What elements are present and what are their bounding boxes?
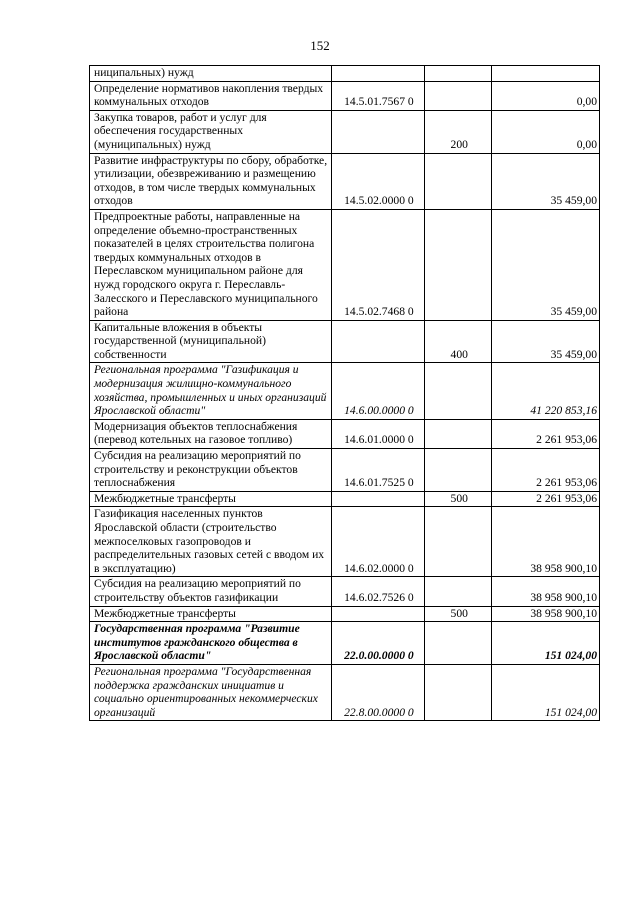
row-code-cell: 14.5.02.0000 0 — [331, 153, 425, 209]
row-code-cell: 14.6.00.0000 0 — [331, 363, 425, 419]
row-name-cell: Газификация населенных пунктов Ярославской области (строительство межпоселковых газопроводов и распределительных газовых сетей с вводом их в эксплуатацию) — [90, 507, 332, 577]
row-expense-type-cell: 500 — [425, 491, 492, 507]
row-code-cell: 22.0.00.0000 0 — [331, 622, 425, 665]
row-expense-type-cell: 200 — [425, 110, 492, 153]
row-amount-cell: 38 958 900,10 — [492, 577, 600, 606]
table-row — [90, 320, 600, 363]
row-amount-cell: 151 024,00 — [492, 622, 600, 665]
row-code-cell: 22.8.00.0000 0 — [331, 664, 425, 720]
row-expense-type-cell — [425, 507, 492, 577]
row-name-cell: Региональная программа "Газификация и модернизация жилищно-коммунального хозяйства, промышленных и иных организаций Ярославской области" — [90, 363, 332, 419]
row-amount-cell: 2 261 953,06 — [492, 491, 600, 507]
row-name-cell: Региональная программа "Государственная поддержка гражданских инициатив и социально ориентированных некоммерческих организаций — [90, 664, 332, 720]
table-row — [90, 66, 600, 82]
row-code-cell: 14.6.02.7526 0 — [331, 577, 425, 606]
row-amount-cell: 38 958 900,10 — [492, 507, 600, 577]
budget-table — [89, 65, 600, 721]
row-name-cell: Определение нормативов накопления твердых коммунальных отходов — [90, 81, 332, 110]
row-name-cell: Субсидия на реализацию мероприятий по строительству и реконструкции объектов теплоснабжения — [90, 449, 332, 492]
table-row — [90, 81, 600, 110]
row-code-cell: 14.5.02.7468 0 — [331, 209, 425, 320]
page-number: 152 — [310, 38, 330, 53]
table-row — [90, 606, 600, 622]
row-name-cell: Закупка товаров, работ и услуг для обеспечения государственных (муниципальных) нужд — [90, 110, 332, 153]
row-expense-type-cell — [425, 449, 492, 492]
row-code-cell — [331, 110, 425, 153]
row-expense-type-cell — [425, 81, 492, 110]
row-amount-cell: 2 261 953,06 — [492, 419, 600, 448]
row-expense-type-cell: 400 — [425, 320, 492, 363]
row-expense-type-cell — [425, 153, 492, 209]
row-amount-cell: 151 024,00 — [492, 664, 600, 720]
row-name-cell: Государственная программа "Развитие институтов гражданского общества в Ярославской области" — [90, 622, 332, 665]
row-code-cell: 14.5.01.7567 0 — [331, 81, 425, 110]
row-expense-type-cell — [425, 622, 492, 665]
row-code-cell — [331, 66, 425, 82]
row-code-cell — [331, 606, 425, 622]
row-amount-cell: 35 459,00 — [492, 209, 600, 320]
row-name-cell: Капитальные вложения в объекты государственной (муниципальной) собственности — [90, 320, 332, 363]
row-expense-type-cell — [425, 577, 492, 606]
row-name-cell: Субсидия на реализацию мероприятий по строительству объектов газификации — [90, 577, 332, 606]
row-code-cell — [331, 491, 425, 507]
row-name-cell: Развитие инфраструктуры по сбору, обработке, утилизации, обезвреживанию и размещению отходов, в том числе твердых коммунальных отходов — [90, 153, 332, 209]
row-code-cell: 14.6.01.0000 0 — [331, 419, 425, 448]
row-name-cell: ниципальных) нужд — [90, 66, 332, 82]
row-amount-cell: 35 459,00 — [492, 320, 600, 363]
row-code-cell: 14.6.01.7525 0 — [331, 449, 425, 492]
row-expense-type-cell — [425, 66, 492, 82]
row-expense-type-cell — [425, 419, 492, 448]
row-name-cell: Межбюджетные трансферты — [90, 606, 332, 622]
table-row — [90, 153, 600, 209]
row-amount-cell: 41 220 853,16 — [492, 363, 600, 419]
row-amount-cell: 35 459,00 — [492, 153, 600, 209]
row-expense-type-cell: 500 — [425, 606, 492, 622]
table-row — [90, 622, 600, 665]
table-row — [90, 507, 600, 577]
table-row — [90, 449, 600, 492]
row-amount-cell: 0,00 — [492, 110, 600, 153]
row-name-cell: Предпроектные работы, направленные на определение объемно-пространственных показателей в целях строительства полигона твердых коммунальных отходов в Переславском муниципальном районе для нужд городского округа г. Переславль-Залесского и Переславского муниципального района — [90, 209, 332, 320]
table-row — [90, 363, 600, 419]
table-row — [90, 419, 600, 448]
row-amount-cell: 0,00 — [492, 81, 600, 110]
table-row — [90, 577, 600, 606]
row-name-cell: Межбюджетные трансферты — [90, 491, 332, 507]
row-expense-type-cell — [425, 209, 492, 320]
row-amount-cell — [492, 66, 600, 82]
table-row — [90, 664, 600, 720]
table-row — [90, 491, 600, 507]
row-code-cell: 14.6.02.0000 0 — [331, 507, 425, 577]
row-name-cell: Модернизация объектов теплоснабжения (перевод котельных на газовое топливо) — [90, 419, 332, 448]
row-amount-cell: 38 958 900,10 — [492, 606, 600, 622]
row-amount-cell: 2 261 953,06 — [492, 449, 600, 492]
table-row — [90, 209, 600, 320]
row-code-cell — [331, 320, 425, 363]
row-expense-type-cell — [425, 363, 492, 419]
row-expense-type-cell — [425, 664, 492, 720]
table-row — [90, 110, 600, 153]
budget-table-body — [90, 66, 600, 721]
